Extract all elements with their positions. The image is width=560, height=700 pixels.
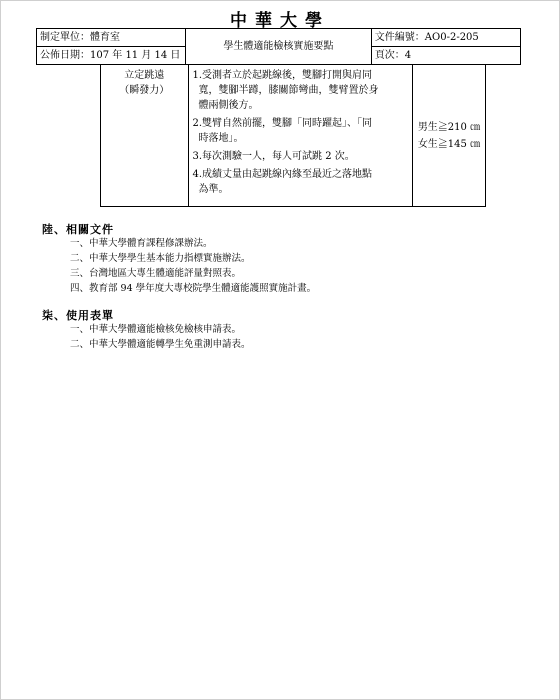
document-title-cell: 學生體適能檢核實施要點 xyxy=(185,29,371,65)
method-step xyxy=(193,116,408,146)
list-item: 二、中華大學體適能轉學生免重測申請表。 xyxy=(70,339,251,350)
document-number-cell: 文件編號：AO0-2-205 xyxy=(371,29,520,47)
related-documents-list xyxy=(70,236,316,296)
standard-male: 男生≧210 ㎝ xyxy=(417,121,481,133)
method-step xyxy=(193,149,408,164)
method-line: 3.每次測驗一人，每人可試跳 2 次。 xyxy=(192,151,355,162)
document-header-table xyxy=(36,28,521,65)
standard-female: 女生≧145 ㎝ xyxy=(417,138,481,150)
page-title: 中華大學 xyxy=(230,11,330,31)
list-item: 四、教育部 94 學年度大專校院學生體適能護照實施計畫。 xyxy=(70,283,317,294)
standard-cell xyxy=(412,65,485,207)
unit-cell: 制定單位：體育室 xyxy=(37,29,186,47)
method-line: 1.受測者立於起跳線後，雙腳打開與肩同 xyxy=(192,70,373,81)
method-step xyxy=(193,68,408,113)
method-line: 2.雙臂自然前擺，雙腳「同時躍起」、「同 xyxy=(192,118,373,129)
page-number-cell: 頁次：4 xyxy=(371,47,520,65)
test-item-name: 立定跳遠 xyxy=(124,70,165,81)
list-item: 一、中華大學體適能檢核免檢核申請表。 xyxy=(70,324,242,335)
method-line: 為準。 xyxy=(198,184,229,195)
section-heading-related-documents: 陸、相關文件 xyxy=(42,223,114,236)
test-item-cell xyxy=(101,65,189,207)
forms-list xyxy=(70,322,251,352)
method-line: 體兩側後方。 xyxy=(198,100,259,111)
list-item: 一、中華大學體育課程修課辦法。 xyxy=(70,238,213,249)
publish-date-cell: 公佈日期：107 年 11 月 14 日 xyxy=(37,47,186,65)
list-item: 三、台灣地區大專生體適能評量對照表。 xyxy=(70,268,242,279)
test-method-cell xyxy=(188,65,412,207)
method-step xyxy=(193,167,408,197)
method-line: 4.成績丈量由起跳線內緣至最近之落地點 xyxy=(192,169,373,180)
list-item: 二、中華大學學生基本能力指標實施辦法。 xyxy=(70,253,251,264)
section-heading-forms: 柒、使用表單 xyxy=(42,309,114,322)
test-method-table xyxy=(100,64,486,207)
method-line: 寬，雙腳半蹲，膝關節彎曲，雙臂置於身 xyxy=(198,85,379,96)
method-line: 時落地」。 xyxy=(198,133,244,144)
test-item-subtitle: （瞬發力） xyxy=(119,85,170,96)
